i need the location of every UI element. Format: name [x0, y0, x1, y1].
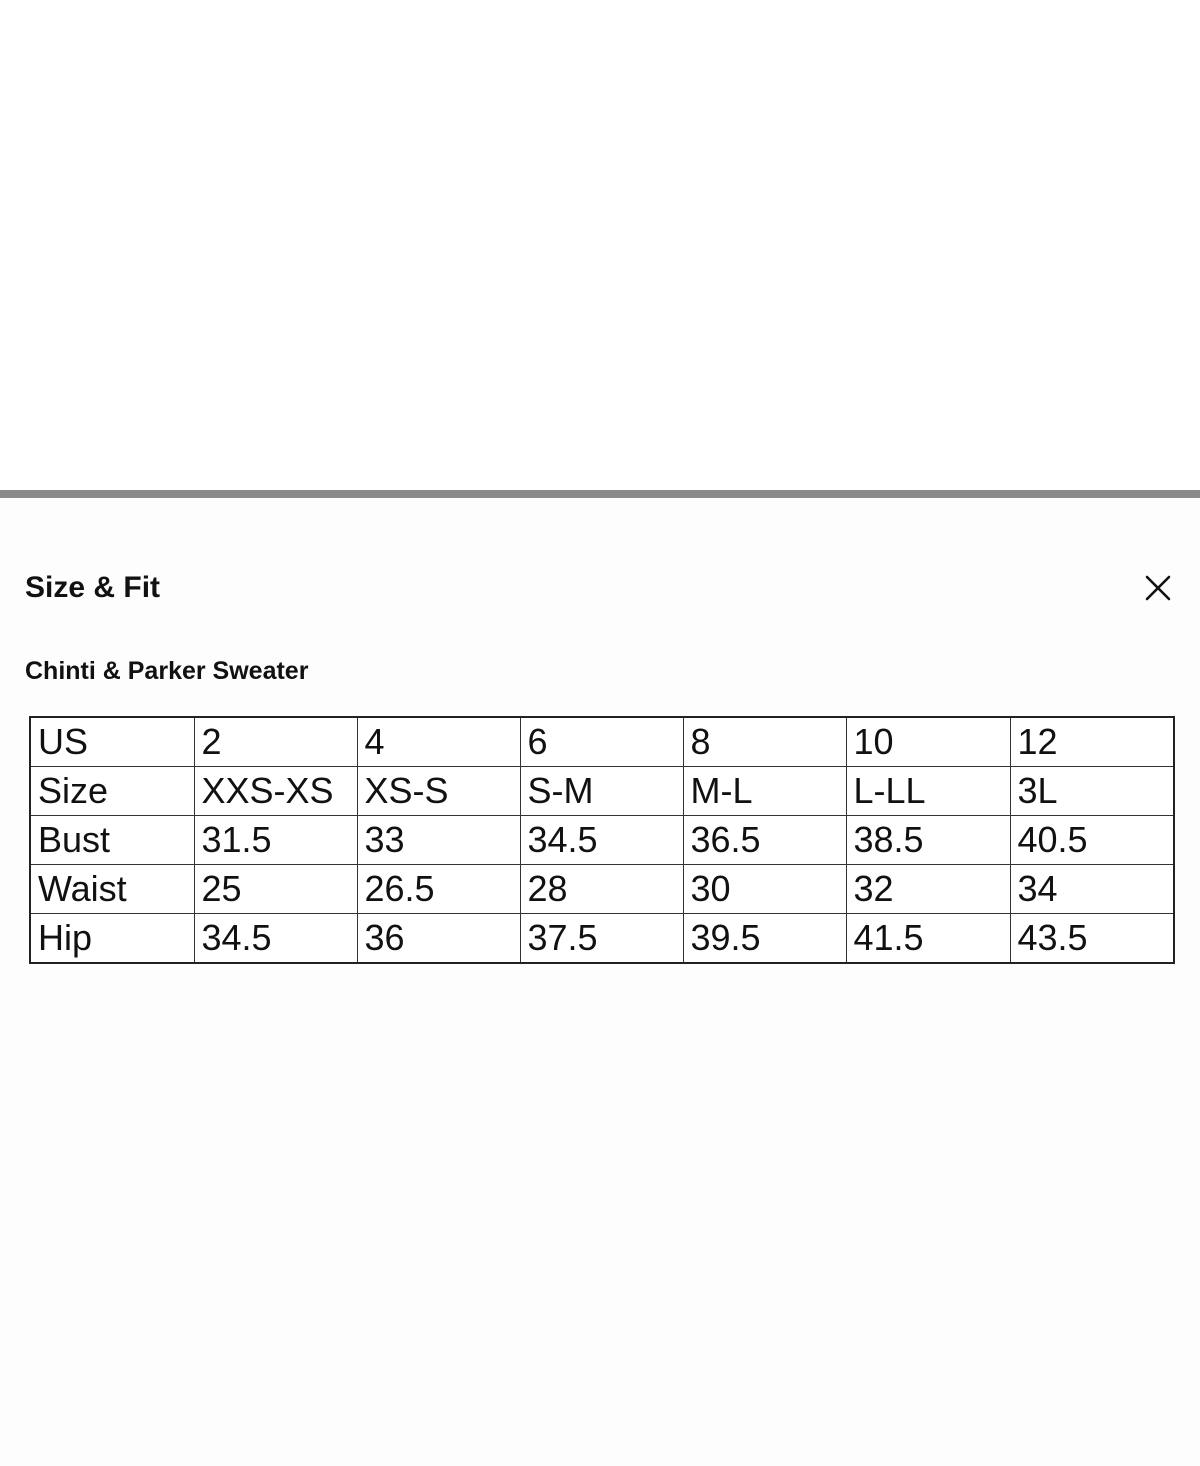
table-cell: 10	[846, 717, 1010, 767]
table-cell: 36	[357, 914, 520, 964]
close-button[interactable]	[1138, 568, 1178, 608]
product-name: Chinti & Parker Sweater	[25, 657, 309, 685]
table-cell: 8	[683, 717, 846, 767]
table-cell: 25	[194, 865, 357, 914]
table-cell: 12	[1010, 717, 1174, 767]
table-cell: 26.5	[357, 865, 520, 914]
table-cell: 28	[520, 865, 683, 914]
table-cell: 2	[194, 717, 357, 767]
size-chart-table	[29, 716, 1175, 964]
table-row-us	[30, 717, 1174, 767]
table-cell: 32	[846, 865, 1010, 914]
row-label: Hip	[30, 914, 194, 964]
table-row-hip	[30, 914, 1174, 964]
table-cell: 6	[520, 717, 683, 767]
table-row-waist	[30, 865, 1174, 914]
row-label: Waist	[30, 865, 194, 914]
panel-title: Size & Fit	[25, 571, 161, 604]
table-cell: S-M	[520, 767, 683, 816]
size-fit-panel	[0, 498, 1200, 1466]
table-cell: 34	[1010, 865, 1174, 914]
table-cell: 3L	[1010, 767, 1174, 816]
table-cell: 4	[357, 717, 520, 767]
row-label: US	[30, 717, 194, 767]
table-cell: 40.5	[1010, 816, 1174, 865]
table-cell: 38.5	[846, 816, 1010, 865]
close-icon	[1138, 568, 1178, 608]
table-cell: 43.5	[1010, 914, 1174, 964]
table-cell: 36.5	[683, 816, 846, 865]
blank-top-area	[0, 0, 1200, 490]
table-cell: 39.5	[683, 914, 846, 964]
table-cell: 31.5	[194, 816, 357, 865]
row-label: Size	[30, 767, 194, 816]
modal-divider	[0, 490, 1200, 498]
table-cell: 33	[357, 816, 520, 865]
row-label: Bust	[30, 816, 194, 865]
table-cell: XXS-XS	[194, 767, 357, 816]
table-cell: M-L	[683, 767, 846, 816]
table-cell: 34.5	[194, 914, 357, 964]
table-row-size	[30, 767, 1174, 816]
table-cell: 41.5	[846, 914, 1010, 964]
table-cell: 30	[683, 865, 846, 914]
table-row-bust	[30, 816, 1174, 865]
table-cell: 34.5	[520, 816, 683, 865]
table-cell: L-LL	[846, 767, 1010, 816]
table-cell: XS-S	[357, 767, 520, 816]
table-cell: 37.5	[520, 914, 683, 964]
